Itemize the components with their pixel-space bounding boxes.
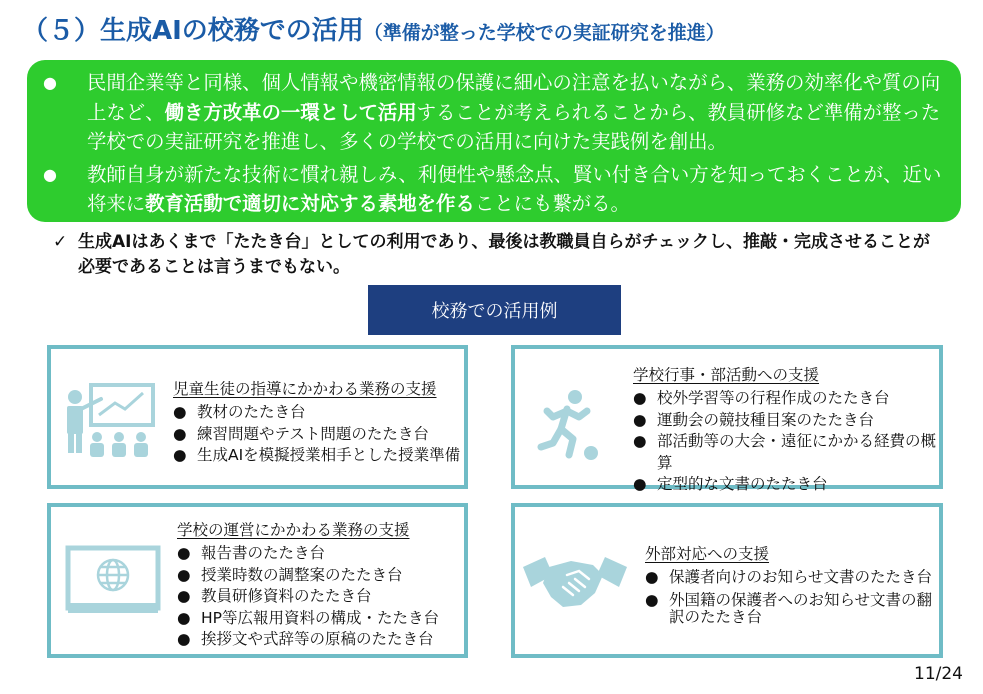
summary-item [43,68,947,157]
list-item [645,592,939,626]
summary-emphasis: 教育活動で適切に対応する素地を作る [145,192,475,215]
box-student-guidance [47,345,468,489]
bullet-icon: ● [173,424,187,443]
summary-text [87,68,947,157]
page-title [22,14,725,50]
bullet-icon: ● [173,446,187,464]
bullet-icon: ● [645,568,659,586]
list-item [633,431,939,474]
bullet-icon: ● [177,630,191,648]
bullet-icon: ● [177,608,191,627]
summary-text-part: することが考えられることから、教員研修など準備が整った学校での実証研究を推進し、多くの学校での活用に向けた実践例を創出。 [87,100,941,153]
list-item [177,565,465,587]
check-note [53,230,933,280]
bullet-icon: ● [633,432,647,450]
checkmark-icon: ✓ [53,232,68,252]
summary-text [87,160,947,219]
page-number: 11/24 [914,664,963,684]
bullet-icon: ● [633,389,647,407]
list-item [177,629,465,651]
summary-item [43,160,947,219]
box-heading: 外部対応への支援 [645,545,770,563]
list-item-text: 定型的な文書のたたき台 [657,475,828,493]
list-item-text: 運動会の競技種目案のたたき台 [657,410,875,429]
box-list [633,388,939,496]
list-item [177,586,465,608]
list-item [177,608,465,630]
list-item-text: 外国籍の保護者へのお知らせ文書の翻訳のたたき台 [669,590,933,626]
list-item-text: 生成AIを模擬授業相手とした授業準備 [197,446,461,464]
box-heading: 学校行事・部活動への支援 [633,366,820,384]
title-main: （５）生成AIの校務での活用 [22,16,364,46]
list-item-text: 練習問題やテスト問題のたたき台 [197,424,429,443]
list-item-text: 校外学習等の行程作成のたたき台 [657,389,890,407]
running-athlete-icon [537,387,617,471]
bullet-icon: ● [633,475,647,493]
summary-text-part: 民間企業等と同様、個人情報や機密情報の保護に細心の注意を払いながら、業務の効率化や質の向上など、 [87,71,941,124]
bullet-icon: ● [645,590,659,609]
box-heading: 学校の運営にかかわる業務の支援 [177,521,410,539]
handshake-icon [523,553,627,621]
bullet-icon: ● [43,73,57,92]
monitor-globe-icon [65,545,161,621]
list-item [173,424,463,446]
summary-text-part: 教師自身が新たな技術に慣れ親しみ、利便性や懸念点、賢い付き合い方を知っておくことが、近い将来に [87,162,942,215]
list-item [173,402,463,424]
box-content [173,377,463,467]
box-content [633,363,939,496]
bullet-icon: ● [177,565,191,584]
section-banner: 校務での活用例 [368,285,621,335]
box-list [177,543,465,651]
list-item [173,445,463,467]
bullet-icon: ● [43,164,57,184]
list-item [177,543,465,565]
bullet-icon: ● [177,544,191,562]
list-item [645,567,939,589]
list-item-text: HP等広報用資料の構成・たたき台 [201,608,440,627]
bullet-icon: ● [173,403,187,421]
bullet-icon: ● [633,410,647,429]
box-content [645,542,939,626]
summary-text-part: ことにも繋がる。 [474,192,630,215]
box-school-operation [47,503,468,658]
list-item-text: 保護者向けのお知らせ文書のたたき台 [669,568,933,586]
list-item-text: 挨拶文や式辞等の原稿のたたき台 [201,630,434,648]
list-item-text: 授業時数の調整案のたたき台 [201,565,403,584]
check-note-text: 生成AIはあくまで「たたき台」としての利用であり、最後は教職員自らがチェックし、推敲・完成させることが必要であることは言うまでもない。 [78,232,930,277]
box-school-events [511,345,943,493]
title-sub: （準備が整った学校での実証研究を推進） [363,22,725,44]
list-item [633,388,939,410]
list-item-text: 教員研修資料のたたき台 [201,587,372,605]
box-heading: 児童生徒の指導にかかわる業務の支援 [173,380,437,398]
list-item-text: 教材のたたき台 [197,403,306,421]
box-list [173,402,463,467]
box-external-relations [511,503,943,658]
teacher-presentation-icon [63,375,159,467]
list-item [633,474,939,496]
summary-box [27,60,961,222]
bullet-icon: ● [177,587,191,605]
list-item [633,410,939,432]
box-list [645,567,939,626]
list-item-text: 部活動等の大会・遠征にかかる経費の概算 [657,432,937,472]
box-content [177,518,465,651]
list-item-text: 報告書のたたき台 [201,544,326,562]
summary-emphasis: 働き方改革の一環として活用 [164,100,417,124]
